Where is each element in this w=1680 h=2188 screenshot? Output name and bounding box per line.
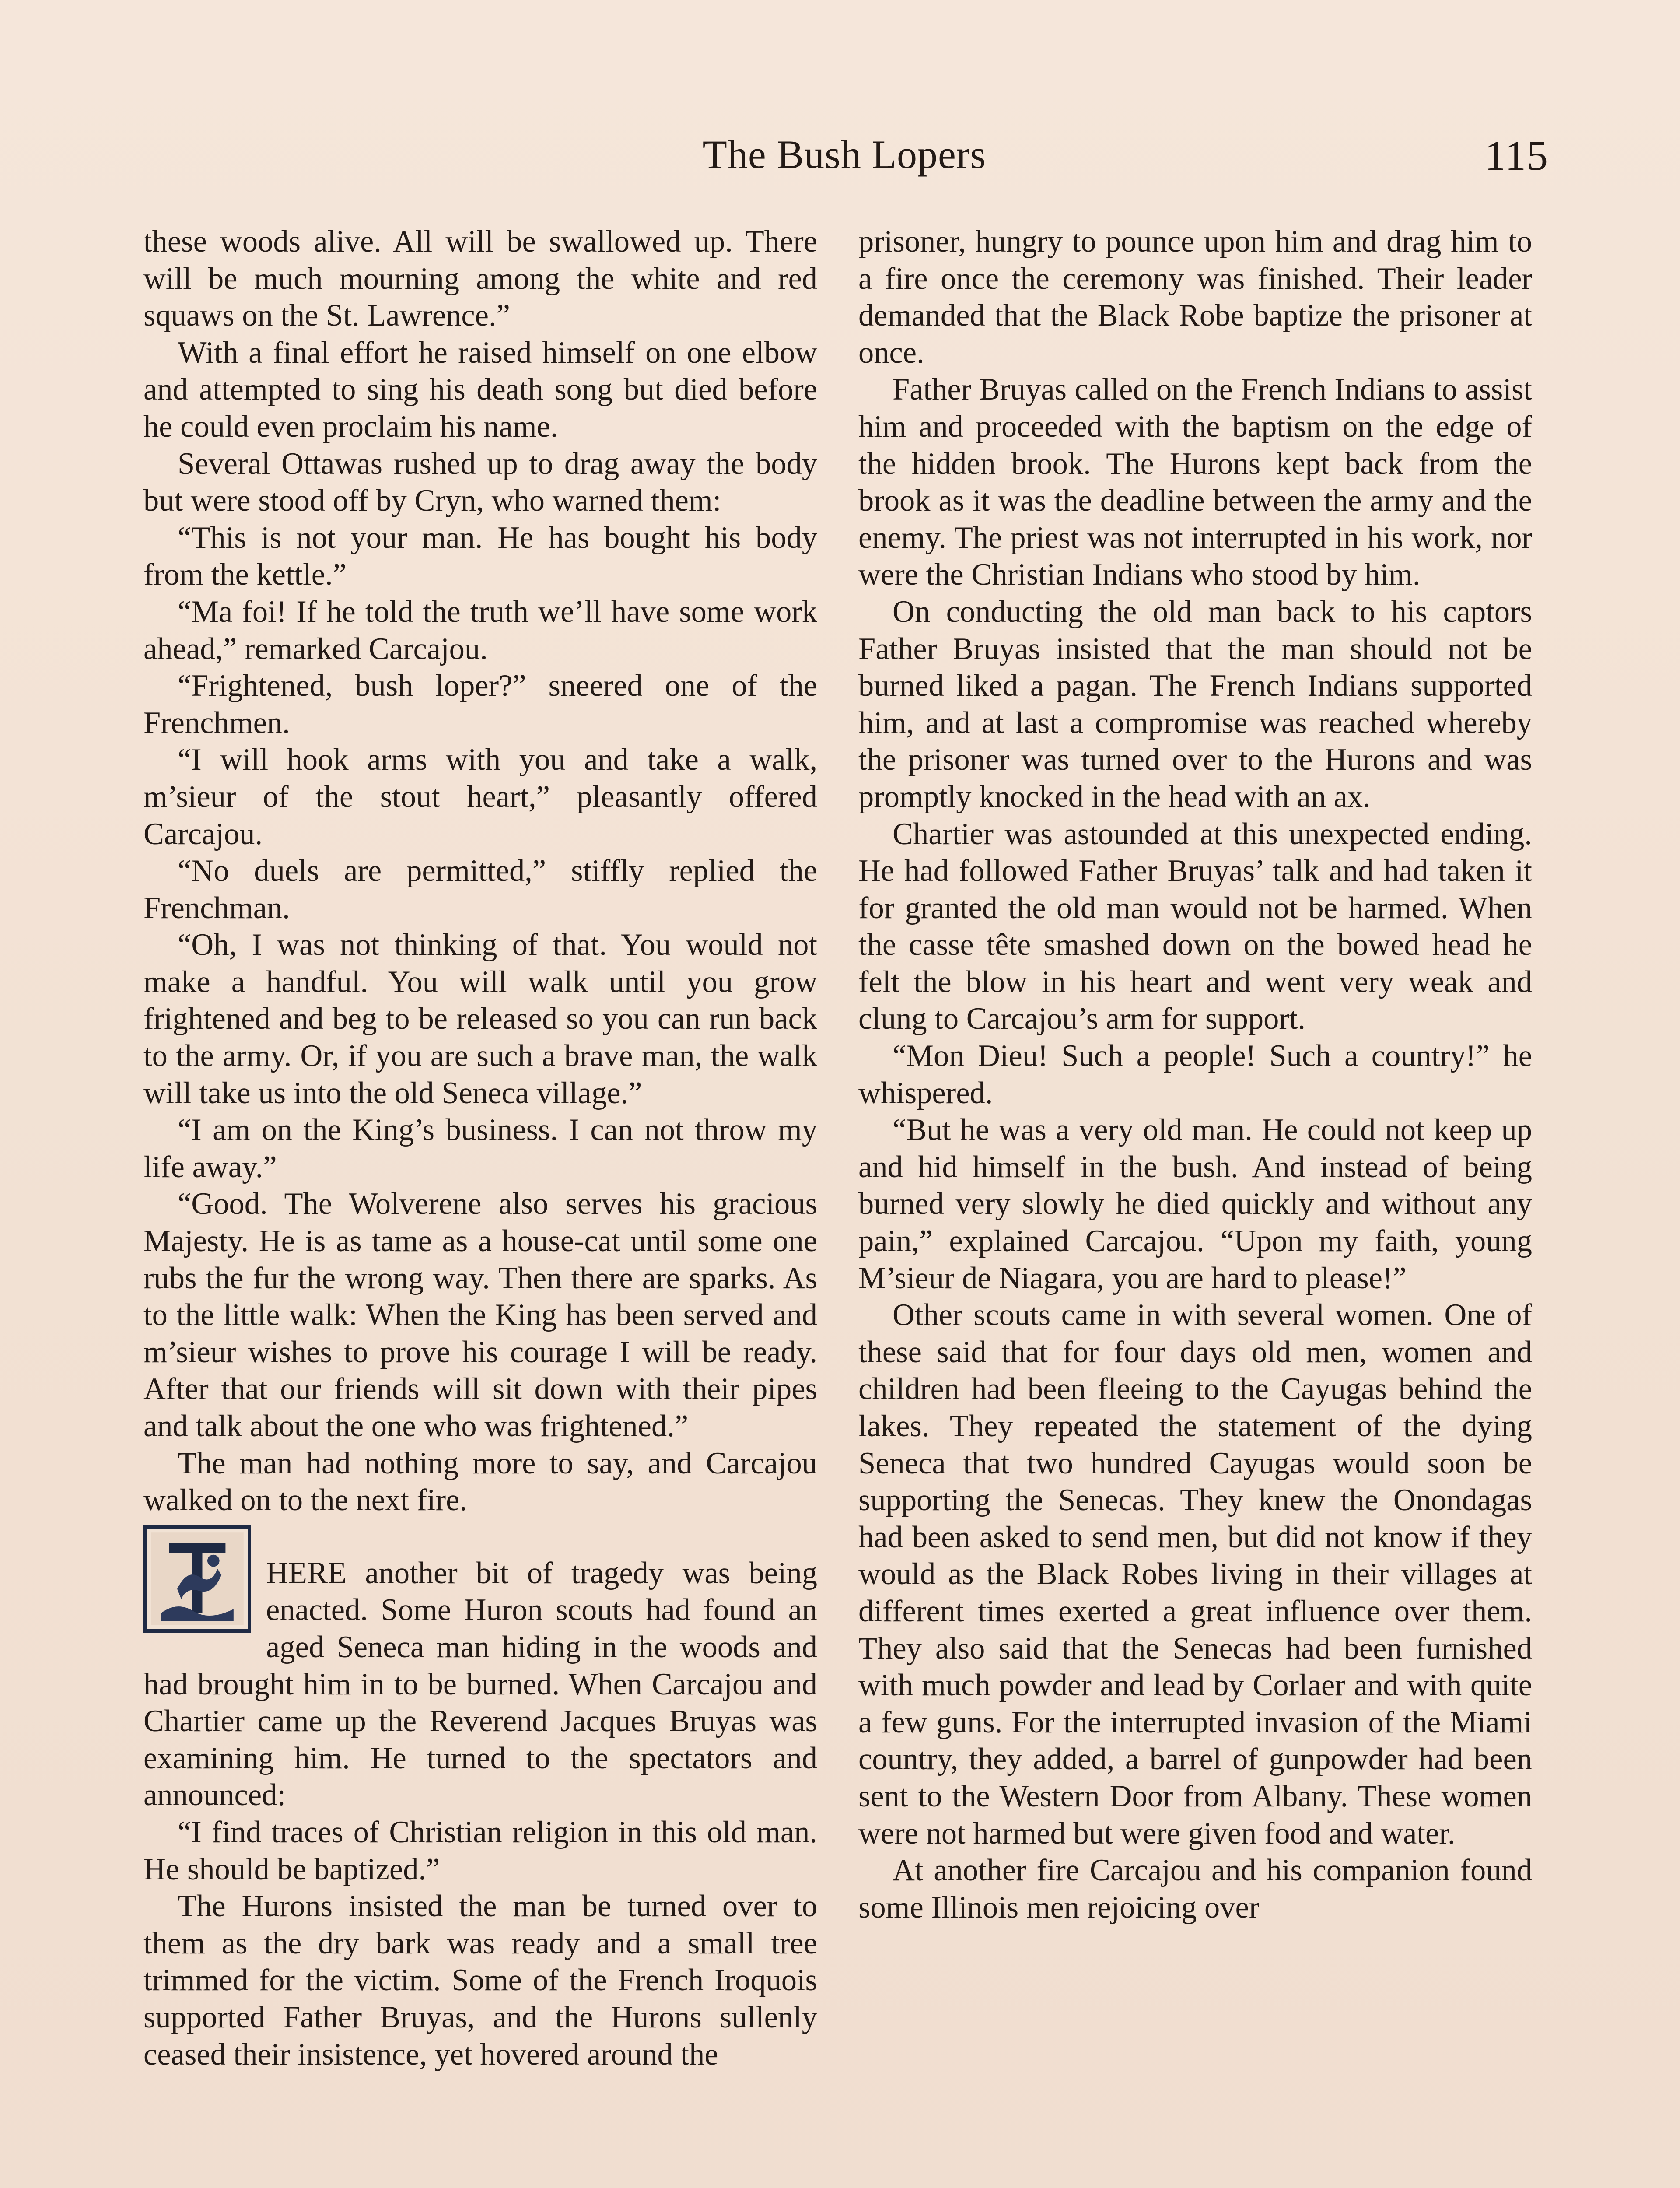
paragraph: “Ma foi! If he told the truth we’ll have some work ahead,” remarked Carcajou.: [144, 594, 817, 666]
left-column: [144, 223, 817, 2073]
paragraph: “I will hook arms with you and take a walk, m’sieur of the stout heart,” pleasantly offered Carcajou.: [144, 743, 817, 851]
paragraph: “But he was a very old man. He could not keep up and hid himself in the bush. And instead of being burned very slowly he died quickly and without any pain,” explained Carcajou. “Upon my faith, young M’sieur de Niagara, you are hard to please!”: [858, 1113, 1532, 1295]
running-title: The Bush Lopers: [702, 132, 987, 177]
page-number: 115: [1484, 132, 1549, 179]
paragraph: Other scouts came in with several women. One of these said that for four days old men, women and children had been fleeing to the Cayugas behind the lakes. They repeated the statement of the dying Seneca that two hundred Cayugas would soon be supporting the Senecas. They knew the Onondagas had been asked to send men, but did not know if they would as the Black Robes living in their villages at different times exerted a great influence over them. They also said that the Senecas had been furnished with much powder and lead by Corlaer and with quite a few guns. For the interrupted invasion of the Miami country, they added, a barrel of gunpowder had been sent to the Western Door from Albany. These women were not harmed but were given food and water.: [858, 1298, 1532, 1851]
paragraph: “This is not your man. He has bought his body from the kettle.”: [144, 520, 817, 592]
paragraph: The man had nothing more to say, and Carcajou walked on to the next fire.: [144, 1446, 817, 1518]
paragraph: Father Bruyas called on the French Indians to assist him and proceeded with the baptism on the edge of the hidden brook. The Hurons kept back from the brook as it was the deadline between the army and the enemy. The priest was not interrupted in his work, nor were the Christian Indians who stood by him.: [858, 372, 1532, 592]
paragraph: “Oh, I was not thinking of that. You would not make a handful. You will walk until you grow frightened and beg to be released so you can run back to the army. Or, if you are such a brave man, the walk will take us into the old Seneca village.”: [144, 928, 817, 1110]
paragraph: “I find traces of Christian religion in this old man. He should be baptized.”: [144, 1815, 817, 1886]
paragraph: With a final effort he raised himself on one elbow and attempted to sing his death song but died before he could even proclaim his name.: [144, 335, 817, 444]
page-header: [140, 131, 1549, 193]
paragraph: “I am on the King’s business. I can not throw my life away.”: [144, 1113, 817, 1184]
paragraph: prisoner, hungry to pounce upon him and drag him to a fire once the ceremony was finished. Their leader demanded that the Black Robe baptize the prisoner at once.: [858, 224, 1532, 370]
paragraph: Chartier was astounded at this unexpected ending. He had followed Father Bruyas’ talk and had taken it for granted the old man would not be harmed. When the casse tête smashed down on the bowed head he felt the blow in his heart and went very weak and clung to Carcajou’s arm for support.: [858, 817, 1532, 1036]
woodcut-initial-t-icon: [144, 1525, 251, 1633]
paragraph-with-dropcap: HERE another bit of tragedy was being enacted. Some Huron scouts had found an aged Seneca man hiding in the woods and had brought him in to be burned. When Carcajou and Chartier came up the Reverend Jacques Bruyas was examining him. He turned to the spectators and announced:: [144, 1556, 817, 1813]
paragraph: The Hurons insisted the man be turned over to them as the dry bark was ready and a small tree trimmed for the victim. Some of the French Iroquois supported Father Bruyas, and the Hurons sullenly ceased their insistence, yet hovered around the: [144, 1889, 817, 2072]
paragraph: these woods alive. All will be swallowed up. There will be much mourning among the white and red squaws on the St. Lawrence.”: [144, 224, 817, 333]
paragraph: “Mon Dieu! Such a people! Such a country!” he whispered.: [858, 1039, 1532, 1110]
paragraph: “No duels are permitted,” stiffly replied the Frenchman.: [144, 854, 817, 925]
paragraph: At another fire Carcajou and his companion found some Illinois men rejoicing over: [858, 1853, 1532, 1925]
paragraph: Several Ottawas rushed up to drag away the body but were stood off by Cryn, who warned them:: [144, 446, 817, 518]
paragraph: On conducting the old man back to his captors Father Bruyas insisted that the man should not be burned liked a pagan. The French Indians supported him, and at last a compromise was reached whereby the prisoner was turned over to the Hurons and was promptly knocked in the head with an ax.: [858, 594, 1532, 814]
paragraph: “Good. The Wolverene also serves his gracious Majesty. He is as tame as a house-cat until some one rubs the fur the wrong way. Then there are sparks. As to the little walk: When the King has been served and m’sieur wishes to prove his courage I will be ready. After that our friends will sit down with their pipes and talk about the one who was frightened.”: [144, 1187, 817, 1443]
paragraph: “Frightened, bush loper?” sneered one of the Frenchmen.: [144, 669, 817, 740]
right-column: [858, 223, 1532, 1926]
